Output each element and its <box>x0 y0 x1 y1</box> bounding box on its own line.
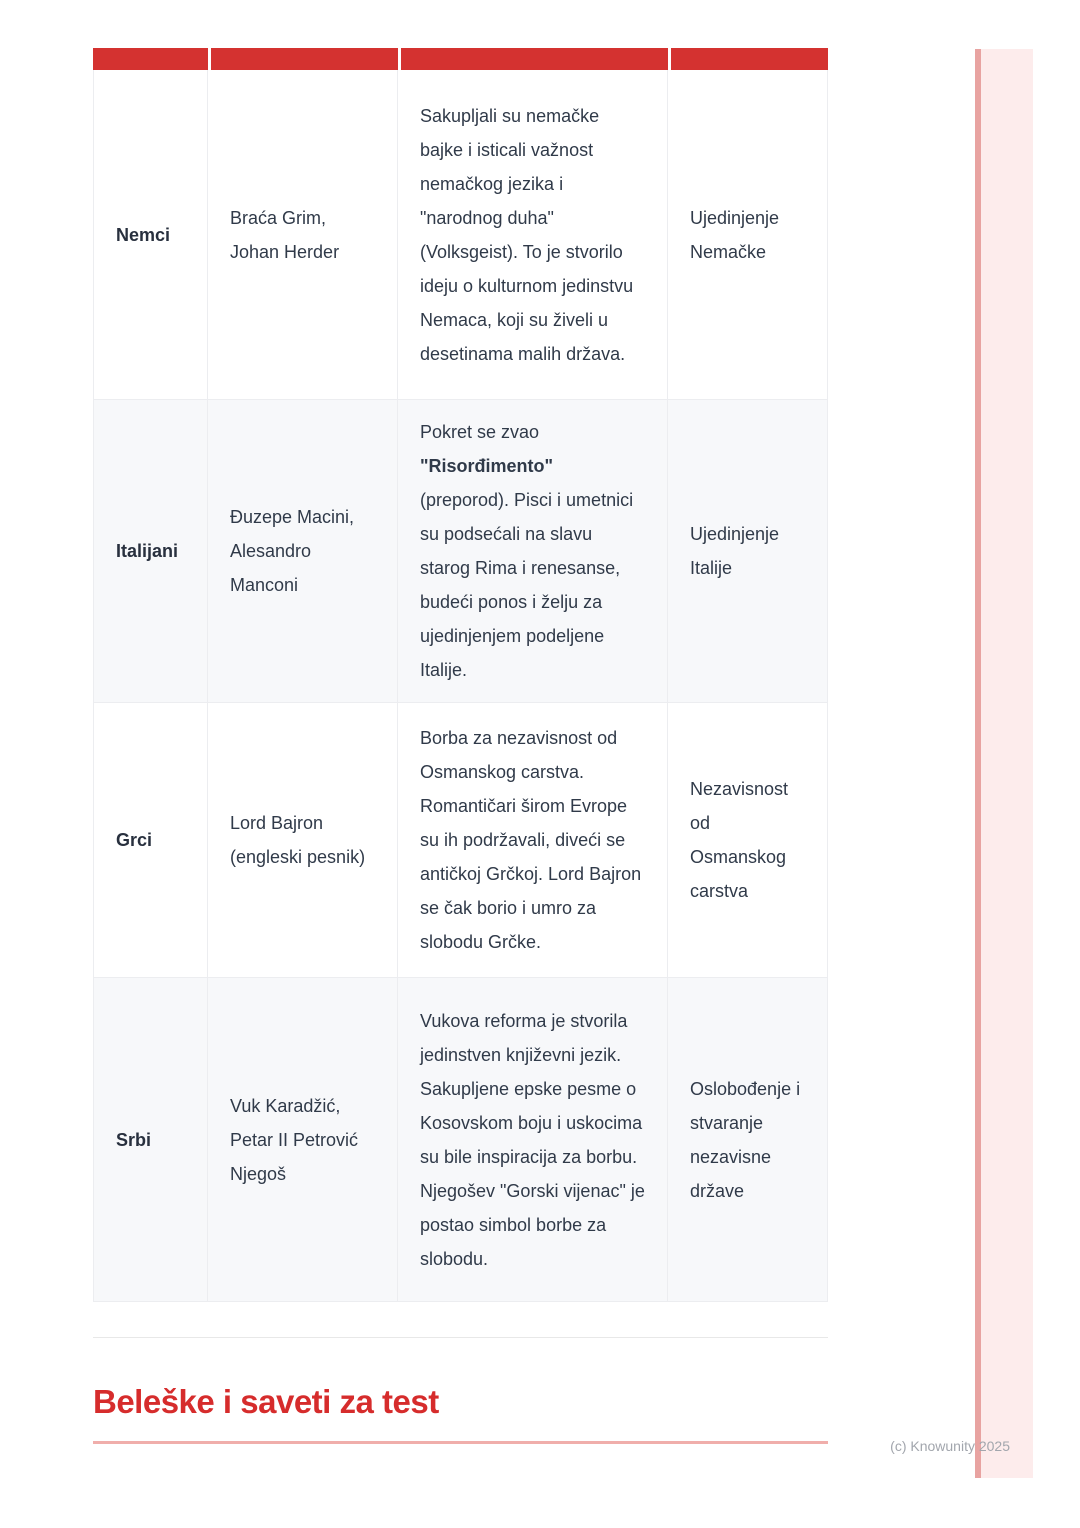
goal-cell: Ujedinjenje Italije <box>668 400 828 703</box>
table-row <box>93 978 828 1302</box>
section-divider <box>93 1337 828 1338</box>
description-text: Pokret se zvao <box>420 422 540 442</box>
figures-cell: Vuk Karadžić, Petar II Petrović Njegoš <box>208 978 398 1302</box>
edge-band-fill <box>981 49 1033 1478</box>
goal-cell: Ujedinjenje Nemačke <box>668 70 828 400</box>
figures-cell: Braća Grim, Johan Herder <box>208 70 398 400</box>
table-header-cell <box>398 48 668 70</box>
figures-cell: Lord Bajron (engleski pesnik) <box>208 703 398 978</box>
figures-cell: Đuzepe Macini, Alesandro Manconi <box>208 400 398 703</box>
page-edge-decoration <box>975 49 1033 1478</box>
nation-cell: Srbi <box>93 978 208 1302</box>
description-cell <box>398 978 668 1302</box>
description-text: (preporod). Pisci i umetnici su podsećali na slavu starog Rima i renesanse, budeći ponos i želju za ujedinjenjem podeljene Italije. <box>420 490 634 680</box>
nation-cell: Italijani <box>93 400 208 703</box>
copyright-watermark: (c) Knowunity 2025 <box>890 1438 1010 1454</box>
nation-cell: Nemci <box>93 70 208 400</box>
description-text: Borba za nezavisnost od Osmanskog carstva. Romantičari širom Evrope su ih podržavali, diveći se antičkoj Grčkoj. Lord Bajron se čak borio i umro za slobodu Grčke. <box>420 728 642 952</box>
table-row <box>93 400 828 703</box>
table-header-cell <box>668 48 828 70</box>
description-cell <box>398 703 668 978</box>
nationalism-table <box>93 48 828 1302</box>
description-bold-text: "Risorđimento" <box>420 456 554 476</box>
description-cell <box>398 400 668 703</box>
table-header-cell <box>208 48 398 70</box>
nation-cell: Grci <box>93 703 208 978</box>
description-text: Sakupljali su nemačke bajke i isticali važnost nemačkog jezika i "narodnog duha" (Volksgeist). To je stvorilo ideju o kulturnom jedinstvu Nemaca, koji su živeli u desetinama malih država. <box>420 105 634 364</box>
heading-underline <box>93 1441 828 1444</box>
table-row <box>93 70 828 400</box>
section-heading: Beleške i saveti za test <box>93 1383 439 1420</box>
description-text: Vukova reforma je stvorila jedinstven književni jezik. Sakupljene epske pesme o Kosovskom boju i uskocima su bile inspiracija za borbu. Njegošev "Gorski vijenac" je postao simbol borbe za slobodu. <box>420 1010 645 1269</box>
table-header-row <box>93 48 828 70</box>
table-header-cell <box>93 48 208 70</box>
description-cell <box>398 70 668 400</box>
table-row <box>93 703 828 978</box>
goal-cell: Oslobođenje i stvaranje nezavisne države <box>668 978 828 1302</box>
goal-cell: Nezavisnost od Osmanskog carstva <box>668 703 828 978</box>
